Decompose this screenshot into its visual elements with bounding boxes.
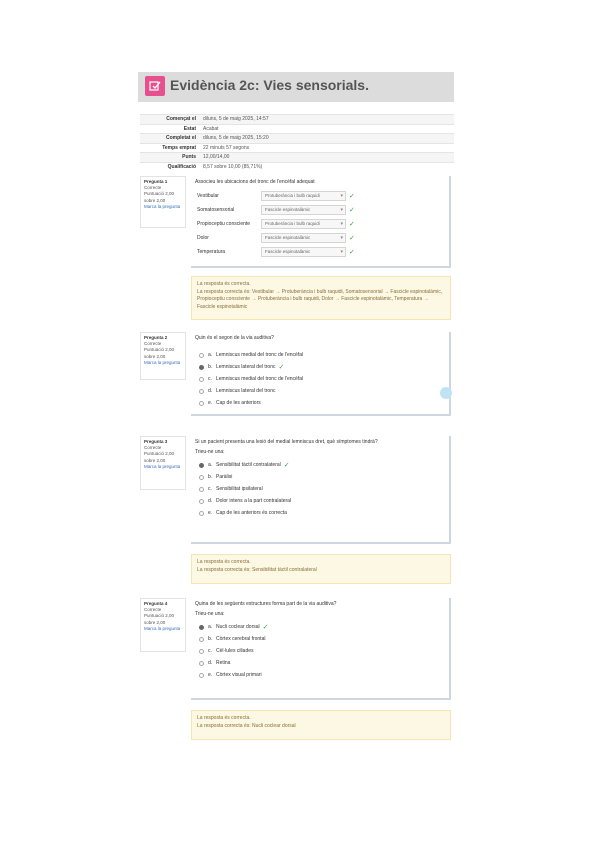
option-letter: d. xyxy=(208,498,213,504)
option-letter: b. xyxy=(208,474,213,480)
summary-row xyxy=(140,143,454,153)
answer-option[interactable] xyxy=(191,397,449,409)
option-text: Sensibilitat tàctil contralateral xyxy=(216,462,281,468)
option-text: Cap de les anteriors xyxy=(216,400,261,406)
radio-button[interactable] xyxy=(199,377,204,382)
question-state: Correcte xyxy=(144,341,162,347)
question-score: Puntuació 2,00 sobre 2,00 xyxy=(144,191,175,203)
option-letter: c. xyxy=(208,376,212,382)
option-text: Lemniscus medial del tronc de l'encèfal xyxy=(216,376,304,382)
question-info-1 xyxy=(140,176,186,228)
answer-option[interactable] xyxy=(191,471,449,483)
check-icon: ✓ xyxy=(349,193,355,200)
check-icon: ✓ xyxy=(283,462,290,469)
answer-option[interactable] xyxy=(191,459,449,471)
summary-label: Qualificació xyxy=(167,163,196,170)
question-number: Pregunta 3 xyxy=(144,439,168,444)
summary-value: diluns, 5 de maig 2025, 15:20 xyxy=(203,135,269,141)
option-text: Dolor intens a la part contralateral xyxy=(216,498,292,504)
answer-option[interactable] xyxy=(191,669,449,681)
feedback-title: La resposta és correcta. xyxy=(197,281,251,287)
option-text: Cap de les anteriors és correcta xyxy=(216,510,287,516)
summary-value: 12,00/14,00 xyxy=(203,154,230,160)
answer-option[interactable] xyxy=(191,621,449,633)
flag-question-link[interactable]: Marca la pregunta xyxy=(144,203,181,209)
match-row xyxy=(191,203,449,217)
option-text: Nucli coclear dorsal xyxy=(216,624,260,630)
summary-value: Acabat xyxy=(203,125,219,132)
match-select[interactable]: Fascicle espinotalàmic ▾ xyxy=(261,205,346,215)
option-letter: c. xyxy=(208,486,212,492)
match-row xyxy=(191,189,449,203)
summary-value: diluns, 5 de maig 2025, 14:57 xyxy=(203,116,269,122)
match-label: Somatosensorial xyxy=(197,207,235,213)
summary-label: Completat el xyxy=(165,135,196,141)
match-label: Vestibular xyxy=(197,193,219,199)
question-content-2 xyxy=(191,332,451,416)
summary-label: Punts xyxy=(182,154,196,160)
option-letter: e. xyxy=(208,672,213,678)
flag-question-link[interactable]: Marca la pregunta xyxy=(144,359,181,365)
feedback-text: La resposta correcta és: Nucli coclear dorsal xyxy=(197,722,296,729)
check-icon: ✓ xyxy=(262,624,269,631)
summary-label: Començat el xyxy=(166,116,196,122)
radio-button[interactable] xyxy=(199,637,204,642)
radio-button[interactable] xyxy=(199,649,204,654)
summary-row xyxy=(140,114,454,124)
radio-button[interactable] xyxy=(199,625,204,630)
answer-instruction: Trieu-ne una: xyxy=(195,611,225,617)
option-letter: e. xyxy=(208,510,213,516)
page-title: Evidència 2c: Vies sensorials. xyxy=(170,77,369,93)
option-letter: b. xyxy=(208,364,213,370)
option-letter: a. xyxy=(208,624,213,630)
match-label: Dolor xyxy=(197,235,209,241)
question-info-2 xyxy=(140,332,186,380)
question-info-4 xyxy=(140,598,186,652)
match-label: Temperatura xyxy=(197,249,226,255)
option-text: Còrtex cerebral frontal xyxy=(216,636,266,642)
flag-question-link[interactable]: Marca la pregunta xyxy=(144,463,181,469)
radio-button[interactable] xyxy=(199,661,204,666)
option-text: Paràlisi xyxy=(216,474,233,480)
radio-button[interactable] xyxy=(199,401,204,406)
check-icon: ✓ xyxy=(349,221,355,228)
feedback-title: La resposta és correcta. xyxy=(197,715,251,721)
option-letter: e. xyxy=(208,400,213,406)
answer-option[interactable] xyxy=(191,483,449,495)
feedback-text: La resposta correcta és: Vestibular → Protuberància i bulb raquidi, Somatosensorial → Fascicle espinotalàmic, Propioceptiu consciente → Protuberància i bulb raquidi, Dolor → Fascicle espinotalàmic, Temperatura → Fascicle espinotalàmic xyxy=(197,288,443,310)
scroll-to-top-button[interactable] xyxy=(440,387,452,399)
question-prompt: Si un pacient presenta una lesió del medial lemniscus dret, què símptomes tindrà? xyxy=(195,439,378,445)
feedback-title: La resposta és correcta. xyxy=(197,559,251,565)
answer-option[interactable] xyxy=(191,645,449,657)
question-number: Pregunta 2 xyxy=(144,335,168,340)
summary-label: Estat xyxy=(183,125,196,132)
match-select[interactable]: Protuberància i bulb raquidi ▾ xyxy=(261,219,346,229)
match-label: Propioceptiu consciente xyxy=(197,221,251,227)
check-icon: ✓ xyxy=(349,249,355,256)
question-score: Puntuació 2,00 sobre 2,00 xyxy=(144,613,175,625)
radio-button[interactable] xyxy=(199,389,204,394)
question-state: Correcte xyxy=(144,445,162,451)
question-feedback-3 xyxy=(191,554,451,584)
summary-value: 22 minuts 57 segons xyxy=(203,144,250,151)
match-row xyxy=(191,231,449,245)
option-letter: d. xyxy=(208,660,213,666)
option-letter: a. xyxy=(208,462,213,468)
radio-button[interactable] xyxy=(199,365,204,370)
check-icon: ✓ xyxy=(349,207,355,214)
feedback-text: La resposta correcta és: Sensibilitat tàctil contralateral xyxy=(197,566,317,573)
check-icon: ✓ xyxy=(278,364,285,371)
answer-option[interactable] xyxy=(191,507,449,519)
match-select[interactable]: Fascicle espinotalàmic ▾ xyxy=(261,247,346,257)
radio-button[interactable] xyxy=(199,353,204,358)
attempt-summary xyxy=(140,114,454,171)
question-feedback-4 xyxy=(191,710,451,740)
match-row xyxy=(191,217,449,231)
summary-row xyxy=(140,124,454,134)
option-text: Cèl·lules ciliades xyxy=(216,648,254,654)
question-content-1 xyxy=(191,176,451,268)
question-number: Pregunta 1 xyxy=(144,179,168,184)
radio-button[interactable] xyxy=(199,475,204,480)
answer-instruction: Trieu-ne una: xyxy=(195,449,225,455)
answer-option[interactable] xyxy=(191,385,449,397)
question-state: Correcte xyxy=(144,607,162,613)
question-info-3 xyxy=(140,436,186,490)
option-text: Lemniscus medial del tronc de l'encèfal xyxy=(216,352,304,358)
option-letter: b. xyxy=(208,636,213,642)
summary-row xyxy=(140,133,454,143)
quiz-icon xyxy=(145,76,165,96)
question-prompt: Quina de les següents estructures forma part de la via auditiva? xyxy=(195,601,337,607)
question-content-3 xyxy=(191,436,451,544)
question-state: Correcte xyxy=(144,185,162,191)
question-score: Puntuació 2,00 sobre 2,00 xyxy=(144,451,175,463)
radio-button[interactable] xyxy=(199,511,204,516)
option-letter: c. xyxy=(208,648,212,654)
question-number: Pregunta 4 xyxy=(144,601,168,606)
question-content-4 xyxy=(191,598,451,700)
radio-button[interactable] xyxy=(199,499,204,504)
option-text: Sensibilitat ipsilateral xyxy=(216,486,263,492)
option-text: Còrtex visual primari xyxy=(216,672,262,678)
answer-option[interactable] xyxy=(191,361,449,373)
option-letter: d. xyxy=(208,388,213,394)
option-text: Lemniscus lateral del tronc xyxy=(216,364,276,370)
answer-option[interactable] xyxy=(191,349,449,361)
answer-option[interactable] xyxy=(191,373,449,385)
flag-question-link[interactable]: Marca la pregunta xyxy=(144,625,181,631)
summary-row xyxy=(140,152,454,162)
question-prompt: Quin és el segon de la via auditiva? xyxy=(195,335,274,341)
match-select[interactable]: Protuberància i bulb raquidi ▾ xyxy=(261,191,346,201)
check-icon: ✓ xyxy=(349,235,355,242)
answer-option[interactable] xyxy=(191,657,449,669)
question-feedback-1 xyxy=(191,276,451,320)
option-text: Retina xyxy=(216,660,231,666)
match-select[interactable]: Fascicle espinotalàmic ▾ xyxy=(261,233,346,243)
summary-value: 8,57 sobre 10,00 (85,71%) xyxy=(203,163,263,170)
answer-option[interactable] xyxy=(191,633,449,645)
option-letter: a. xyxy=(208,352,213,358)
radio-button[interactable] xyxy=(199,487,204,492)
radio-button[interactable] xyxy=(199,673,204,678)
option-text: Lemniscus lateral del tronc xyxy=(216,388,276,394)
summary-label: Temps emprat xyxy=(162,144,196,151)
question-score: Puntuació 2,00 sobre 2,00 xyxy=(144,347,175,359)
summary-row xyxy=(140,162,454,172)
answer-option[interactable] xyxy=(191,495,449,507)
radio-button[interactable] xyxy=(199,463,204,468)
question-prompt: Associeu les ubicacions del tronc de l'encèfal adequat xyxy=(195,179,315,185)
match-row xyxy=(191,245,449,259)
